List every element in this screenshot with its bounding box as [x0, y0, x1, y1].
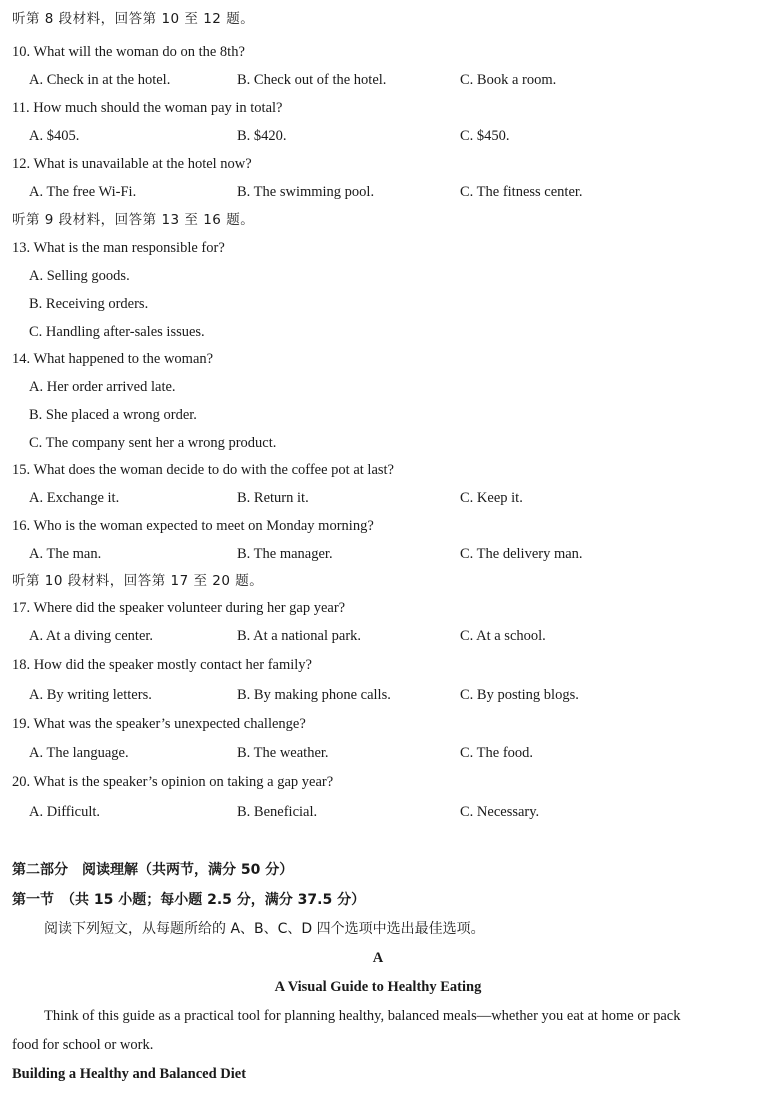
question-11-option-c: C. $450. [460, 128, 510, 144]
question-14-option-c: C. The company sent her a wrong product. [29, 435, 277, 451]
passage-paragraph-line1: Think of this guide as a practical tool for planning healthy, balanced meals—whether you eat at home or pack [44, 1008, 681, 1024]
question-13-option-c: C. Handling after-sales issues. [29, 324, 205, 340]
question-12-option-c: C. The fitness center. [460, 184, 583, 200]
section-header-17-20: 听第 10 段材料，回答第 17 至 20 题。 [12, 573, 264, 589]
question-12-stem: 12. What is unavailable at the hotel now? [12, 156, 252, 172]
part2-title: 第二部分 阅读理解（共两节，满分 50 分） [12, 862, 294, 878]
reading-instruction: 阅读下列短文，从每题所给的 A、B、C、D 四个选项中选出最佳选项。 [44, 921, 485, 937]
question-10-option-b: B. Check out of the hotel. [237, 72, 387, 88]
question-17-option-a: A. At a diving center. [29, 628, 154, 644]
question-15-option-a: A. Exchange it. [29, 490, 120, 506]
question-16-option-a: A. The man. [29, 546, 102, 562]
question-15-stem: 15. What does the woman decide to do with the coffee pot at last? [12, 462, 394, 478]
question-14-option-a: A. Her order arrived late. [29, 379, 176, 395]
question-15-option-b: B. Return it. [237, 490, 309, 506]
passage-letter: A [372, 950, 384, 966]
passage-title: A Visual Guide to Healthy Eating [274, 979, 482, 995]
question-18-option-b: B. By making phone calls. [237, 687, 391, 703]
question-13-option-a: A. Selling goods. [29, 268, 130, 284]
question-20-option-a: A. Difficult. [29, 804, 101, 820]
question-18-option-a: A. By writing letters. [29, 687, 152, 703]
section-header-10-12: 听第 8 段材料，回答第 10 至 12 题。 [12, 11, 255, 27]
question-19-option-b: B. The weather. [237, 745, 329, 761]
question-11-option-b: B. $420. [237, 128, 287, 144]
question-18-option-c: C. By posting blogs. [460, 687, 579, 703]
question-10-option-c: C. Book a room. [460, 72, 557, 88]
question-11-option-a: A. $405. [29, 128, 80, 144]
part2-section1-header: 第一节 （共 15 小题；每小题 2.5 分，满分 37.5 分） [12, 892, 366, 908]
question-10-option-a: A. Check in at the hotel. [29, 72, 171, 88]
question-17-option-b: B. At a national park. [237, 628, 362, 644]
question-16-option-c: C. The delivery man. [460, 546, 583, 562]
question-20-option-c: C. Necessary. [460, 804, 540, 820]
question-18-stem: 18. How did the speaker mostly contact her family? [12, 657, 312, 673]
question-11-stem: 11. How much should the woman pay in total? [12, 100, 283, 116]
question-12-option-b: B. The swimming pool. [237, 184, 375, 200]
question-19-stem: 19. What was the speaker’s unexpected challenge? [12, 716, 306, 732]
question-19-option-a: A. The language. [29, 745, 129, 761]
question-20-stem: 20. What is the speaker’s opinion on taking a gap year? [12, 774, 334, 790]
question-13-option-b: B. Receiving orders. [29, 296, 149, 312]
passage-paragraph-line2: food for school or work. [12, 1037, 154, 1053]
question-20-option-b: B. Beneficial. [237, 804, 318, 820]
question-17-stem: 17. Where did the speaker volunteer during her gap year? [12, 600, 346, 616]
question-14-option-b: B. She placed a wrong order. [29, 407, 197, 423]
question-19-option-c: C. The food. [460, 745, 534, 761]
question-14-stem: 14. What happened to the woman? [12, 351, 214, 367]
question-16-stem: 16. Who is the woman expected to meet on Monday morning? [12, 518, 374, 534]
section-header-13-16: 听第 9 段材料，回答第 13 至 16 题。 [12, 212, 255, 228]
passage-subheading: Building a Healthy and Balanced Diet [12, 1066, 247, 1082]
question-15-option-c: C. Keep it. [460, 490, 523, 506]
question-17-option-c: C. At a school. [460, 628, 546, 644]
question-13-stem: 13. What is the man responsible for? [12, 240, 225, 256]
question-16-option-b: B. The manager. [237, 546, 333, 562]
question-12-option-a: A. The free Wi-Fi. [29, 184, 137, 200]
question-10-stem: 10. What will the woman do on the 8th? [12, 44, 245, 60]
